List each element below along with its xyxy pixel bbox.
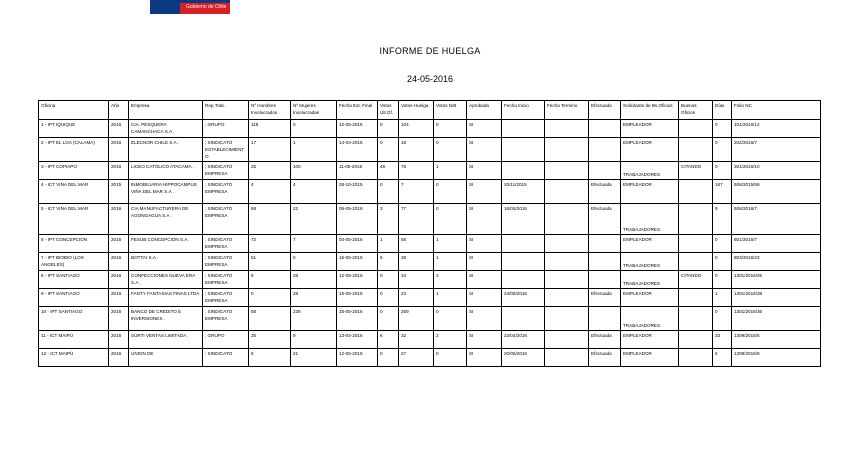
table-cell: 0	[713, 253, 732, 271]
table-cell: 28	[291, 271, 337, 289]
table-cell: 05-05-2016	[337, 204, 378, 235]
table-cell: BOTTAI S.A .	[129, 253, 203, 271]
table-cell	[545, 235, 589, 253]
table-cell: SI	[467, 162, 502, 180]
table-cell: ; SINDICATO EMPRESA	[203, 204, 249, 235]
table-cell: 0	[713, 120, 732, 138]
table-cell: SI	[467, 307, 502, 331]
gobierno-logo	[150, 0, 230, 14]
table-cell: ; GRUPO	[203, 120, 249, 138]
table-row	[39, 235, 821, 253]
column-header: Votos Huelga	[399, 101, 434, 120]
table-cell: 25	[249, 331, 291, 349]
table-cell	[545, 271, 589, 289]
table-cell: Efectuada	[589, 180, 621, 204]
table-cell	[679, 180, 713, 204]
column-header: Nº Mujeres Involucradas	[291, 101, 337, 120]
column-header: Fecha Ext. Final	[337, 101, 378, 120]
table-cell	[589, 307, 621, 331]
table-cell: 15-05-2016	[337, 289, 378, 307]
table-cell: 77	[399, 204, 434, 235]
table-cell: 22/04/2016	[502, 331, 545, 349]
table-row	[39, 204, 821, 235]
table-cell: 2016	[109, 253, 129, 271]
table-cell: CITANDO	[679, 271, 713, 289]
table-cell: ; GRUPO	[203, 331, 249, 349]
table-cell: 801/2016/7	[732, 235, 821, 253]
table-cell: 1	[434, 235, 467, 253]
table-cell: 5	[713, 349, 732, 367]
table-row	[39, 253, 821, 271]
column-header: Fecha Inicio	[502, 101, 545, 120]
table-cell: SI	[467, 138, 502, 162]
table-cell	[502, 253, 545, 271]
header-row	[39, 101, 821, 120]
table-cell: SI	[467, 349, 502, 367]
table-cell: 0	[713, 162, 732, 180]
table-cell	[502, 307, 545, 331]
table-cell	[502, 271, 545, 289]
table-cell: CIA MANUFACTURERA DE AGONGAGUA S.A .	[129, 204, 203, 235]
table-cell: 51	[249, 253, 291, 271]
table-cell	[679, 349, 713, 367]
table-cell: SI	[467, 204, 502, 235]
table-cell: 9	[291, 331, 337, 349]
table-cell	[545, 180, 589, 204]
table-cell: 28	[291, 289, 337, 307]
table-cell	[545, 289, 589, 307]
table-cell	[589, 138, 621, 162]
table-cell: 1301/2016/36	[732, 307, 821, 331]
table-cell: 508/2015/59	[732, 180, 821, 204]
table-cell: 2016	[109, 235, 129, 253]
table-cell: 1301/2016/38	[732, 289, 821, 307]
table-cell	[545, 331, 589, 349]
table-row	[39, 289, 821, 307]
table-cell: 0	[291, 253, 337, 271]
table-cell	[545, 253, 589, 271]
table-cell: 2016	[109, 271, 129, 289]
table-cell: SURTI VENTAS LIMITADA .	[129, 331, 203, 349]
table-cell: TRABAJADORES	[621, 307, 679, 331]
table-cell: 11 - ICT MAIPÚ	[39, 331, 109, 349]
table-cell: 1	[291, 138, 337, 162]
table-cell: 72	[249, 235, 291, 253]
table-cell: 6	[378, 253, 399, 271]
table-row	[39, 120, 821, 138]
table-cell: 4	[249, 180, 291, 204]
table-row	[39, 271, 821, 289]
table-cell	[679, 289, 713, 307]
table-body	[39, 120, 821, 367]
table-cell: 6	[378, 331, 399, 349]
table-cell: 21	[291, 349, 337, 367]
table-row	[39, 138, 821, 162]
table-cell: SI	[467, 271, 502, 289]
table-cell	[545, 307, 589, 331]
table-cell: 9	[713, 204, 732, 235]
table-cell	[679, 138, 713, 162]
table-row	[39, 307, 821, 331]
table-cell: 12-05-2016	[337, 120, 378, 138]
table-cell: 0	[434, 180, 467, 204]
table-cell: 23	[399, 289, 434, 307]
column-header: Empresa	[129, 101, 203, 120]
table-cell: 25	[249, 162, 291, 180]
column-header: Oficina	[39, 101, 109, 120]
table-cell: ELECNOR CHILE S.A .	[129, 138, 203, 162]
table-cell	[679, 331, 713, 349]
table-cell: 7	[399, 180, 434, 204]
table-cell: 2016	[109, 162, 129, 180]
table-cell: ; SINDICATO EMPRESA	[203, 235, 249, 253]
table-cell: 8	[249, 349, 291, 367]
table-cell: SI	[467, 120, 502, 138]
column-header: Efectuada	[589, 101, 621, 120]
table-cell	[679, 235, 713, 253]
table-cell: 2016	[109, 289, 129, 307]
table-cell: 9 - IPT SANTIAGO	[39, 289, 109, 307]
table-cell: 15-05-2016	[337, 307, 378, 331]
column-header: Nº Hombres Involucrados	[249, 101, 291, 120]
column-header: Solicitante de Bs.Oficios	[621, 101, 679, 120]
table-cell: TRABAJADORES	[621, 253, 679, 271]
table-cell: 2 - IPT EL LOA (CALAMA)	[39, 138, 109, 162]
table-cell: 202/2016/7	[732, 138, 821, 162]
table-cell: 7	[291, 235, 337, 253]
table-cell	[502, 162, 545, 180]
table-cell	[589, 120, 621, 138]
column-header: Año	[109, 101, 129, 120]
table-cell: FESUB CONCEPCION S.A .	[129, 235, 203, 253]
table-cell: SI	[467, 180, 502, 204]
table-cell: 803/2016/23	[732, 253, 821, 271]
table-cell: ; SINDICATO EMPRESA	[203, 289, 249, 307]
table-cell: ; SINDICATO EMPRESA	[203, 307, 249, 331]
table-cell: 68	[249, 204, 291, 235]
table-cell: 20/05/2016	[502, 349, 545, 367]
table-cell: 0	[713, 307, 732, 331]
table-cell	[502, 235, 545, 253]
table-cell: 18	[399, 138, 434, 162]
table-cell: 1301/2016/35	[732, 271, 821, 289]
table-cell: Efectuada	[589, 349, 621, 367]
table-cell: BANCO DE CREDITO E INVERSIONES .	[129, 307, 203, 331]
table-cell	[589, 162, 621, 180]
table-cell: 2016	[109, 307, 129, 331]
table-cell: Efectuada	[589, 331, 621, 349]
table-cell: ; SINDICATO EMPRESA	[203, 162, 249, 180]
table-cell: 15-05-2016	[337, 253, 378, 271]
column-header: Fecha Termino	[545, 101, 589, 120]
table-cell: 3	[378, 204, 399, 235]
table-cell: 4	[291, 180, 337, 204]
table-cell: 104	[399, 120, 434, 138]
table-cell: 11-05-2016	[337, 162, 378, 180]
table-cell: 1	[434, 162, 467, 180]
table-cell: INMOBILIARIA HIPPOCAMPUS VIÑA DEL MAR S.A .	[129, 180, 203, 204]
table-cell: 0	[378, 349, 399, 367]
table-cell: TRABAJADORES	[621, 271, 679, 289]
table-cell: Efectuada	[589, 204, 621, 235]
table-cell: EMPLEADOR	[621, 349, 679, 367]
table-cell: 1	[378, 235, 399, 253]
table-cell	[589, 235, 621, 253]
column-header: Aprobada	[467, 101, 502, 120]
table-cell: ; SINDICATO	[203, 349, 249, 367]
table-cell: 101/2016/12	[732, 120, 821, 138]
table-cell: 13-04-2016	[337, 331, 378, 349]
table-cell	[545, 162, 589, 180]
table-cell: 0	[713, 138, 732, 162]
table-cell: 8 - IPT SANTIAGO	[39, 271, 109, 289]
table-cell: 34	[399, 271, 434, 289]
table-cell: 100	[291, 162, 337, 180]
table-cell	[679, 204, 713, 235]
table-cell	[589, 271, 621, 289]
table-cell: 12 - ICT MAIPÚ	[39, 349, 109, 367]
table-cell: 2015	[109, 180, 129, 204]
table-cell: CONFECCIONES NUEVA ERA S.A .	[129, 271, 203, 289]
table-cell: 33	[713, 331, 732, 349]
table-cell: TRABAJADORES	[621, 204, 679, 235]
logo-blue-block	[150, 3, 180, 14]
table-cell: 1	[434, 253, 467, 271]
table-cell: 5 - ICT VIÑA DEL MAR	[39, 204, 109, 235]
table-cell: 6 - IPT CONCEPCION	[39, 235, 109, 253]
table-cell	[679, 307, 713, 331]
table-cell: TRABAJADORES	[621, 162, 679, 180]
table-cell	[545, 349, 589, 367]
table-row	[39, 180, 821, 204]
table-cell: 2016	[109, 204, 129, 235]
table-cell: Efectuada	[589, 289, 621, 307]
table-cell: 1309/2016/9	[732, 349, 821, 367]
table-cell: 0	[713, 235, 732, 253]
table-cell: 56	[399, 235, 434, 253]
table-cell: 238	[291, 307, 337, 331]
table-cell: SI	[467, 289, 502, 307]
table-cell: ; SINDICATO EMPRESA	[203, 271, 249, 289]
table-cell: 28-10-2015	[337, 180, 378, 204]
table-cell: 22	[291, 204, 337, 235]
table-cell: 4 - ICT VIÑA DEL MAR	[39, 180, 109, 204]
table-cell: 0	[434, 138, 467, 162]
table-cell: 49	[378, 162, 399, 180]
table-cell: 20/11/2015	[502, 180, 545, 204]
table-cell: 58	[249, 307, 291, 331]
table-cell	[502, 138, 545, 162]
table-cell: SI	[467, 331, 502, 349]
table-cell: 2016	[109, 120, 129, 138]
table-cell: UNION DE	[129, 349, 203, 367]
table-cell: 27	[399, 349, 434, 367]
table-cell	[679, 120, 713, 138]
column-header: Votos N/B	[434, 101, 467, 120]
table-cell: 16/05/2016	[502, 204, 545, 235]
table-row	[39, 162, 821, 180]
table-cell: 0	[434, 349, 467, 367]
table-cell: EMPLEADOR	[621, 289, 679, 307]
table-cell: 0	[434, 204, 467, 235]
table-cell: EMPLEADOR	[621, 138, 679, 162]
table-cell: 301/2016/10	[732, 162, 821, 180]
table-cell	[545, 120, 589, 138]
table-cell: 0	[378, 271, 399, 289]
table-cell: 0	[378, 138, 399, 162]
table-cell: CITANDO	[679, 162, 713, 180]
table-cell: EMPLEADOR	[621, 331, 679, 349]
table-row	[39, 349, 821, 367]
table-cell: CIA. PESQUERA CAMANCHACA S.A .	[129, 120, 203, 138]
table-cell: 0	[378, 120, 399, 138]
table-cell: EMPLEADOR	[621, 180, 679, 204]
strike-table	[38, 100, 821, 367]
table-cell: 1 - IPT IQUIQUE	[39, 120, 109, 138]
table-cell: EMPLEADOR	[621, 120, 679, 138]
table-cell: 1	[713, 289, 732, 307]
column-header: Votos Ult.Of.	[378, 101, 399, 120]
column-header: Folio NC	[732, 101, 821, 120]
table-cell: 10 - IPT SANTIAGO	[39, 307, 109, 331]
table-cell: 2016	[109, 138, 129, 162]
report-title: INFORME DE HUELGA	[379, 46, 481, 56]
table-cell: 118	[249, 120, 291, 138]
table-cell: 0	[713, 271, 732, 289]
table-cell: LICEO CATOLICO ATACAMA .	[129, 162, 203, 180]
table-cell: SI	[467, 253, 502, 271]
column-header: Buenos Oficios	[679, 101, 713, 120]
column-header: Rep.Trab.	[203, 101, 249, 120]
table-cell: 8	[249, 271, 291, 289]
table-cell: 187	[713, 180, 732, 204]
table-cell: 38	[399, 253, 434, 271]
logo-text: Gobierno de Chile	[186, 4, 227, 10]
table-cell: 7 - IPT BIOBIO (LOS ANGELES)	[39, 253, 109, 271]
table-cell: 0	[249, 289, 291, 307]
table-cell: 0	[378, 180, 399, 204]
table-cell: 0	[291, 120, 337, 138]
table-cell: ; SINDICATO EMPRESA	[203, 180, 249, 204]
table-cell: 2016	[109, 331, 129, 349]
table-cell	[545, 138, 589, 162]
table-cell: 0	[378, 289, 399, 307]
table-cell: 12-05-2016	[337, 349, 378, 367]
table-cell: 12-05-2016	[337, 271, 378, 289]
table-cell	[589, 253, 621, 271]
table-cell: 0	[434, 120, 467, 138]
table-cell: 17	[249, 138, 291, 162]
table-cell: 32	[399, 331, 434, 349]
table-cell	[502, 120, 545, 138]
table-cell: 1309/2016/5	[732, 331, 821, 349]
table-cell: 3 - IPT COPIAPO	[39, 162, 109, 180]
table-cell: 259	[399, 307, 434, 331]
column-header: Días	[713, 101, 732, 120]
table-cell: 2	[434, 331, 467, 349]
table-cell: ; SINDICATO ESTABLECIMIENTO	[203, 138, 249, 162]
report-date: 24-05-2016	[406, 74, 454, 84]
table-cell: 2	[434, 271, 467, 289]
table-cell: EMPLEADOR	[621, 235, 679, 253]
table-cell: FANTY FANTASIAS FINAS LTDA .	[129, 289, 203, 307]
table-cell: ; SINDICATO EMPRESA	[203, 253, 249, 271]
table-cell: 508/2016/7	[732, 204, 821, 235]
table-cell: 0	[434, 307, 467, 331]
table-cell: SI	[467, 235, 502, 253]
table-cell: 75	[399, 162, 434, 180]
table-cell: 0	[378, 307, 399, 331]
table-cell: 1	[434, 289, 467, 307]
table-cell	[679, 253, 713, 271]
table-cell: 2016	[109, 349, 129, 367]
table-cell: 24/05/2016	[502, 289, 545, 307]
table-cell: 04-05-2016	[337, 235, 378, 253]
table-cell	[545, 204, 589, 235]
table-cell: 14-04-2016	[337, 138, 378, 162]
table-row	[39, 331, 821, 349]
